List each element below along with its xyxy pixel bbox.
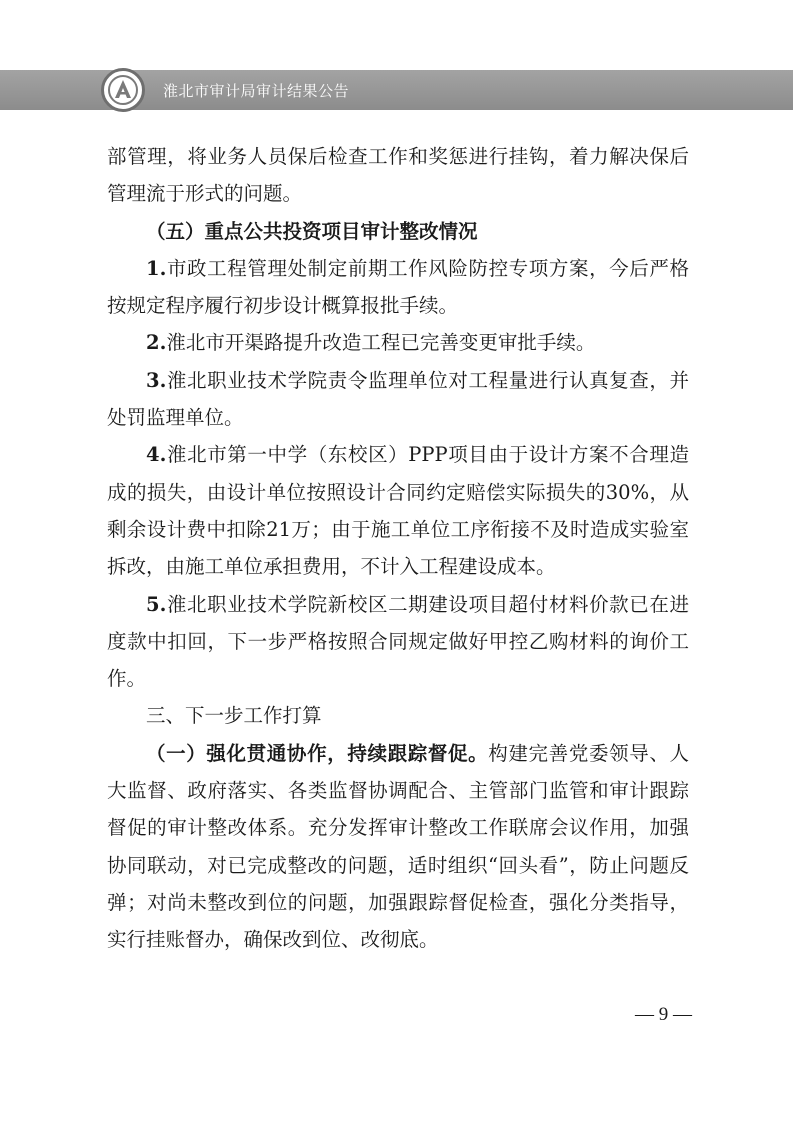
subsection-heading — [107, 213, 689, 250]
document-body — [107, 138, 689, 959]
list-item-number: 1. — [146, 256, 167, 280]
list-item-text: 淮北市开渠路提升改造工程已完善变更审批手续。 — [166, 331, 596, 355]
list-item-number: 2. — [146, 331, 167, 355]
list-item — [107, 436, 689, 585]
page-number: — 9 — — [635, 1004, 692, 1025]
paragraph-text: 构建完善党委领导、人大监督、政府落实、各类监督协调配合、主管部门监管和审计跟踪督促的审计整改体系。充分发挥审计整改工作联席会议作用，加强协同联动，对已完成整改的问题，适时组织“回头看”，防止问题反弹；对尚未整改到位的问题，加强跟踪督促检查，强化分类指导，实行挂账督办，确保改到位、改彻底。 — [107, 741, 689, 952]
paragraph-lead: （一）强化贯通协作，持续跟踪督促。 — [146, 741, 489, 765]
audit-emblem-icon — [101, 68, 145, 112]
paragraph-continuation — [107, 138, 689, 213]
section-heading-text: 三、下一步工作打算 — [146, 704, 322, 728]
paragraph-text: 部管理，将业务人员保后检查工作和奖惩进行挂钩，着力解决保后管理流于形式的问题。 — [107, 145, 689, 206]
list-item-text: 淮北职业技术学院责令监理单位对工程量进行认真复查，并处罚监理单位。 — [107, 368, 689, 430]
list-item-number: 4. — [146, 443, 167, 467]
paragraph — [107, 735, 689, 959]
list-item-text: 淮北市第一中学（东校区）PPP项目由于设计方案不合理造成的损失，由设计单位按照设计合同约定赔偿实际损失的30%，从剩余设计费中扣除21万；由于施工单位工序衔接不及时造成实验室拆改，由施工单位承担费用，不计入工程建设成本。 — [107, 443, 689, 579]
list-item — [107, 250, 689, 325]
list-item-number: 5. — [146, 592, 167, 616]
list-item-number: 3. — [146, 368, 167, 392]
list-item — [107, 586, 689, 698]
list-item-text: 淮北职业技术学院新校区二期建设项目超付材料价款已在进度款中扣回，下一步严格按照合同规定做好甲控乙购材料的询价工作。 — [107, 592, 689, 691]
header-title: 淮北市审计局审计结果公告 — [163, 82, 350, 100]
subsection-heading-text: （五）重点公共投资项目审计整改情况 — [146, 219, 478, 243]
list-item-text: 市政工程管理处制定前期工作风险防控专项方案，今后严格按规定程序履行初步设计概算报批手续。 — [107, 256, 689, 318]
section-heading — [107, 697, 689, 734]
list-item — [107, 324, 689, 361]
list-item — [107, 362, 689, 437]
